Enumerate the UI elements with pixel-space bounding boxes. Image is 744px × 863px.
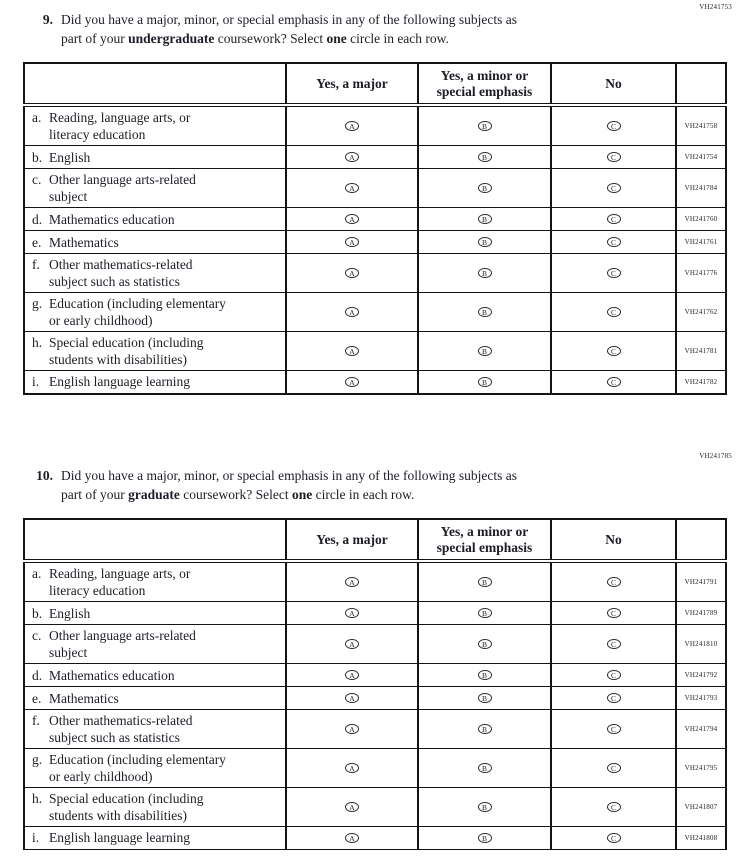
option-cell-minor	[418, 687, 551, 710]
row-code: VH241758	[676, 105, 726, 146]
option-b-bubble[interactable]: B	[478, 183, 492, 193]
option-c-bubble[interactable]: C	[607, 577, 621, 587]
option-a-bubble[interactable]: A	[345, 152, 359, 162]
option-cell-major	[286, 827, 418, 850]
option-cell-major	[286, 710, 418, 749]
option-b-bubble[interactable]: B	[478, 152, 492, 162]
row-label: Education (including elementary or early childhood)	[49, 296, 226, 328]
question-line-1: Did you have a major, minor, or special emphasis in any of the following subjects as	[61, 468, 517, 483]
question-line-1: Did you have a major, minor, or special emphasis in any of the following subjects as	[61, 12, 517, 27]
row-label: Other mathematics-related subject such as statistics	[49, 257, 193, 289]
option-cell-minor	[418, 827, 551, 850]
subject-cell	[24, 231, 286, 254]
header-code-blank	[676, 63, 726, 105]
option-cell-no	[551, 254, 676, 293]
option-cell-minor	[418, 169, 551, 208]
row-label: Mathematics	[49, 690, 119, 706]
subject-cell	[24, 146, 286, 169]
option-b-bubble[interactable]: B	[478, 724, 492, 734]
option-b-bubble[interactable]: B	[478, 670, 492, 680]
option-cell-no	[551, 710, 676, 749]
row-label: Mathematics education	[49, 211, 175, 227]
subject-cell	[24, 254, 286, 293]
option-cell-minor	[418, 146, 551, 169]
row-code: VH241789	[676, 602, 726, 625]
option-cell-no	[551, 146, 676, 169]
question-number: 9.	[42, 12, 53, 27]
option-a-bubble[interactable]: A	[345, 307, 359, 317]
option-b-bubble[interactable]: B	[478, 763, 492, 773]
row-label: Reading, language arts, or literacy education	[49, 110, 191, 142]
option-cell-major	[286, 293, 418, 332]
subject-cell	[24, 664, 286, 687]
question-line-2: part of your undergraduate coursework? Select one circle in each row.	[61, 31, 449, 46]
option-c-bubble[interactable]: C	[607, 152, 621, 162]
option-cell-no	[551, 169, 676, 208]
row-label: Education (including elementary or early childhood)	[49, 752, 226, 784]
row-label: Mathematics	[49, 234, 119, 250]
option-b-bubble[interactable]: B	[478, 121, 492, 131]
option-cell-minor	[418, 788, 551, 827]
option-cell-no	[551, 827, 676, 850]
option-a-bubble[interactable]: A	[345, 577, 359, 587]
row-label: English	[49, 605, 91, 621]
header-minor: Yes, a minor or special emphasis	[418, 63, 551, 105]
header-code-blank	[676, 519, 726, 561]
option-a-bubble[interactable]: A	[345, 268, 359, 278]
row-code: VH241810	[676, 625, 726, 664]
option-cell-major	[286, 105, 418, 146]
row-letter: e.	[32, 690, 42, 706]
table-row	[24, 146, 726, 169]
option-a-bubble[interactable]: A	[345, 693, 359, 703]
row-code: VH241795	[676, 749, 726, 788]
row-label: Other mathematics-related subject such as statistics	[49, 713, 193, 745]
option-a-bubble[interactable]: A	[345, 724, 359, 734]
table-row	[24, 561, 726, 602]
option-cell-minor	[418, 749, 551, 788]
option-b-bubble[interactable]: B	[478, 268, 492, 278]
row-label: English	[49, 149, 91, 165]
row-label: Other language arts-related subject	[49, 628, 196, 660]
row-label: English language learning	[49, 830, 190, 846]
option-cell-minor	[418, 105, 551, 146]
option-a-bubble[interactable]: A	[345, 763, 359, 773]
option-c-bubble[interactable]: C	[607, 724, 621, 734]
option-a-bubble[interactable]: A	[345, 639, 359, 649]
question-9	[30, 10, 517, 48]
option-a-bubble[interactable]: A	[345, 237, 359, 247]
subject-cell	[24, 749, 286, 788]
row-letter: i.	[32, 374, 40, 390]
subject-cell	[24, 169, 286, 208]
option-c-bubble[interactable]: C	[607, 833, 621, 843]
option-cell-no	[551, 561, 676, 602]
subject-cell	[24, 561, 286, 602]
subject-cell	[24, 687, 286, 710]
subject-cell	[24, 332, 286, 371]
option-cell-minor	[418, 602, 551, 625]
option-cell-no	[551, 332, 676, 371]
row-code: VH241791	[676, 561, 726, 602]
option-b-bubble[interactable]: B	[478, 346, 492, 356]
row-code: VH241781	[676, 332, 726, 371]
table-row	[24, 710, 726, 749]
option-c-bubble[interactable]: C	[607, 346, 621, 356]
option-c-bubble[interactable]: C	[607, 693, 621, 703]
option-cell-minor	[418, 332, 551, 371]
option-cell-minor	[418, 254, 551, 293]
option-cell-major	[286, 561, 418, 602]
row-code: VH241784	[676, 169, 726, 208]
option-cell-minor	[418, 371, 551, 394]
option-cell-major	[286, 254, 418, 293]
row-letter: h.	[32, 335, 43, 350]
header-major: Yes, a major	[286, 519, 418, 561]
row-label: Special education (including students with disabilities)	[49, 335, 204, 367]
option-cell-minor	[418, 664, 551, 687]
option-c-bubble[interactable]: C	[607, 763, 621, 773]
table-row	[24, 254, 726, 293]
subject-cell	[24, 371, 286, 394]
option-cell-major	[286, 146, 418, 169]
row-letter: e.	[32, 234, 42, 250]
option-b-bubble[interactable]: B	[478, 237, 492, 247]
table-row	[24, 827, 726, 850]
option-a-bubble[interactable]: A	[345, 214, 359, 224]
option-cell-major	[286, 788, 418, 827]
table-row	[24, 625, 726, 664]
row-letter: b.	[32, 605, 43, 621]
table-row	[24, 687, 726, 710]
question-text	[61, 10, 517, 48]
subject-cell	[24, 105, 286, 146]
option-c-bubble[interactable]: C	[607, 183, 621, 193]
option-cell-major	[286, 664, 418, 687]
option-cell-major	[286, 208, 418, 231]
table-row	[24, 371, 726, 394]
row-letter: a.	[32, 110, 42, 125]
table-row	[24, 749, 726, 788]
option-cell-no	[551, 788, 676, 827]
table-row	[24, 169, 726, 208]
row-code: VH241761	[676, 231, 726, 254]
option-c-bubble[interactable]: C	[607, 639, 621, 649]
option-cell-no	[551, 105, 676, 146]
question-line-2: part of your graduate coursework? Select one circle in each row.	[61, 487, 415, 502]
row-label: Other language arts-related subject	[49, 172, 196, 204]
row-letter: b.	[32, 149, 43, 165]
question-number: 10.	[36, 468, 53, 483]
option-b-bubble[interactable]: B	[478, 307, 492, 317]
option-cell-no	[551, 231, 676, 254]
option-cell-minor	[418, 561, 551, 602]
row-letter: a.	[32, 566, 42, 581]
option-c-bubble[interactable]: C	[607, 377, 621, 387]
header-row	[24, 63, 726, 105]
header-no: No	[551, 63, 676, 105]
table-row	[24, 788, 726, 827]
row-letter: f.	[32, 713, 40, 728]
option-cell-major	[286, 602, 418, 625]
row-letter: g.	[32, 752, 43, 767]
graduate-table	[23, 518, 735, 850]
option-cell-minor	[418, 710, 551, 749]
option-b-bubble[interactable]: B	[478, 608, 492, 618]
row-letter: g.	[32, 296, 43, 311]
row-label: English language learning	[49, 374, 190, 390]
subject-cell	[24, 625, 286, 664]
option-cell-minor	[418, 231, 551, 254]
option-cell-no	[551, 208, 676, 231]
option-b-bubble[interactable]: B	[478, 377, 492, 387]
option-cell-major	[286, 231, 418, 254]
option-c-bubble[interactable]: C	[607, 268, 621, 278]
option-a-bubble[interactable]: A	[345, 608, 359, 618]
option-cell-major	[286, 332, 418, 371]
option-cell-no	[551, 371, 676, 394]
subject-cell	[24, 208, 286, 231]
question-code: VH241753	[699, 3, 732, 11]
table-row	[24, 664, 726, 687]
row-letter: f.	[32, 257, 40, 272]
undergraduate-table	[23, 62, 727, 395]
option-a-bubble[interactable]: A	[345, 833, 359, 843]
row-code: VH241754	[676, 146, 726, 169]
clipped-row	[24, 850, 726, 851]
header-row	[24, 519, 726, 561]
question-10	[22, 466, 517, 504]
option-b-bubble[interactable]: B	[478, 639, 492, 649]
header-no: No	[551, 519, 676, 561]
subject-cell	[24, 602, 286, 625]
table-row	[24, 105, 726, 146]
row-code: VH241776	[676, 254, 726, 293]
option-b-bubble[interactable]: B	[478, 214, 492, 224]
option-cell-major	[286, 169, 418, 208]
option-b-bubble[interactable]: B	[478, 693, 492, 703]
subject-cell	[24, 827, 286, 850]
header-minor: Yes, a minor or special emphasis	[418, 519, 551, 561]
row-code: VH241782	[676, 371, 726, 394]
row-label: Reading, language arts, or literacy education	[49, 566, 191, 598]
row-letter: d.	[32, 211, 43, 227]
table-row	[24, 602, 726, 625]
option-cell-no	[551, 293, 676, 332]
option-b-bubble[interactable]: B	[478, 802, 492, 812]
row-label: Mathematics education	[49, 667, 175, 683]
option-cell-minor	[418, 625, 551, 664]
row-code: VH241760	[676, 208, 726, 231]
option-a-bubble[interactable]: A	[345, 670, 359, 680]
subject-cell	[24, 710, 286, 749]
question-code: VH241785	[699, 452, 732, 460]
option-cell-major	[286, 687, 418, 710]
option-c-bubble[interactable]: C	[607, 802, 621, 812]
row-code: VH241808	[676, 827, 726, 850]
option-c-bubble[interactable]: C	[607, 237, 621, 247]
header-subject-blank	[24, 519, 286, 561]
row-code: VH241793	[676, 687, 726, 710]
row-code: VH241792	[676, 664, 726, 687]
option-cell-major	[286, 749, 418, 788]
row-letter: h.	[32, 791, 43, 806]
row-letter: c.	[32, 172, 42, 187]
option-cell-minor	[418, 293, 551, 332]
option-a-bubble[interactable]: A	[345, 377, 359, 387]
option-cell-minor	[418, 208, 551, 231]
table-row	[24, 293, 726, 332]
row-letter: c.	[32, 628, 42, 643]
header-major: Yes, a major	[286, 63, 418, 105]
option-cell-major	[286, 625, 418, 664]
option-c-bubble[interactable]: C	[607, 307, 621, 317]
row-letter: i.	[32, 830, 40, 846]
option-cell-no	[551, 687, 676, 710]
option-c-bubble[interactable]: C	[607, 214, 621, 224]
table-row	[24, 231, 726, 254]
option-a-bubble[interactable]: A	[345, 183, 359, 193]
option-b-bubble[interactable]: B	[478, 577, 492, 587]
row-label: Special education (including students with disabilities)	[49, 791, 204, 823]
table-row	[24, 332, 726, 371]
row-letter: d.	[32, 667, 43, 683]
option-cell-major	[286, 371, 418, 394]
option-cell-no	[551, 664, 676, 687]
option-a-bubble[interactable]: A	[345, 802, 359, 812]
option-c-bubble[interactable]: C	[607, 608, 621, 618]
subject-cell	[24, 788, 286, 827]
option-b-bubble[interactable]: B	[478, 833, 492, 843]
option-cell-no	[551, 625, 676, 664]
question-text	[61, 466, 517, 504]
row-code: VH241794	[676, 710, 726, 749]
option-a-bubble[interactable]: A	[345, 346, 359, 356]
option-c-bubble[interactable]: C	[607, 670, 621, 680]
option-a-bubble[interactable]: A	[345, 121, 359, 131]
table-row	[24, 208, 726, 231]
option-cell-no	[551, 602, 676, 625]
subject-cell	[24, 293, 286, 332]
row-code: VH241807	[676, 788, 726, 827]
header-subject-blank	[24, 63, 286, 105]
row-code: VH241762	[676, 293, 726, 332]
option-cell-no	[551, 749, 676, 788]
option-c-bubble[interactable]: C	[607, 121, 621, 131]
